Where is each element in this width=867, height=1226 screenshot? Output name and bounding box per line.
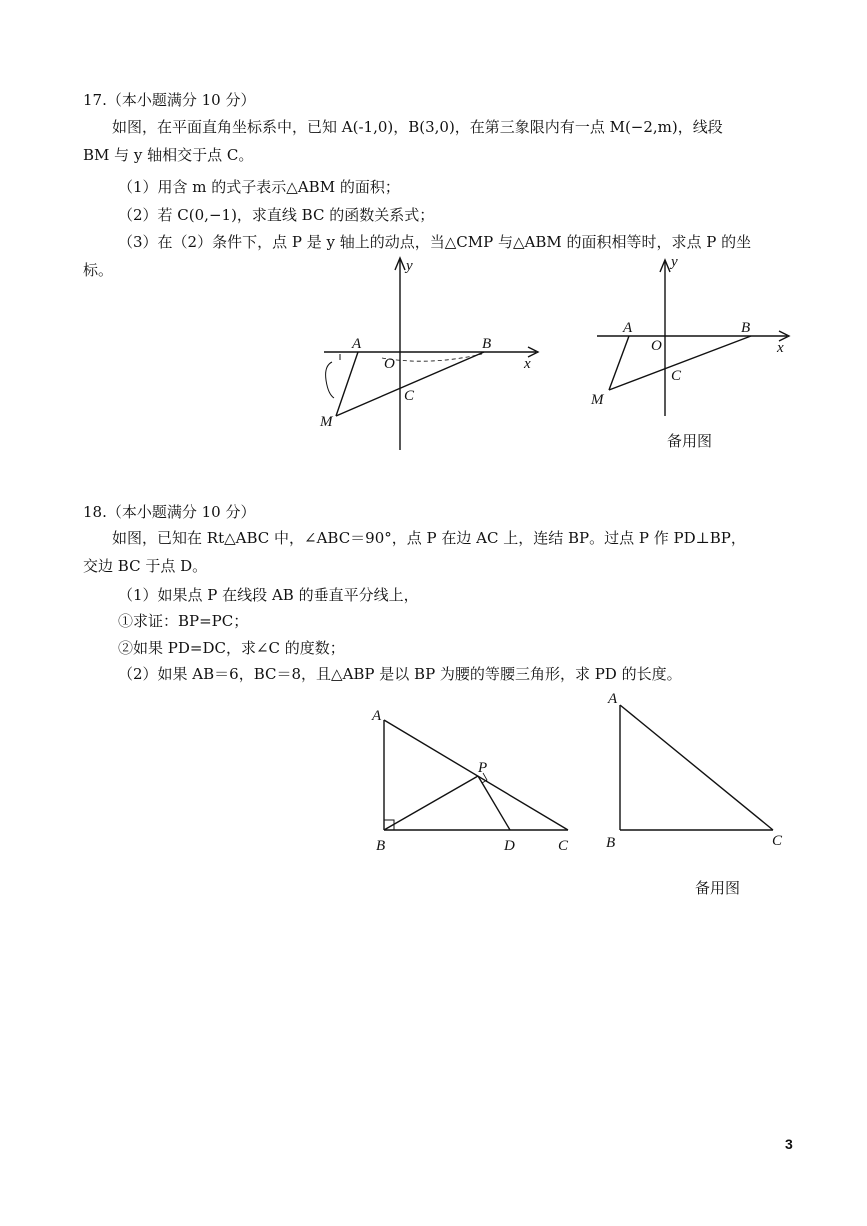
q18-part-1b: ②如果 PD=DC，求∠C 的度数； xyxy=(118,639,345,657)
q18-backup-caption: 备用图 xyxy=(695,879,741,897)
label-C: C xyxy=(772,833,783,849)
label-y: y xyxy=(406,258,413,274)
q17-heading: 17.（本小题满分 10 分） xyxy=(83,91,256,109)
label-B: B xyxy=(606,835,616,851)
q18-backup-figure xyxy=(598,685,798,855)
segment-MB xyxy=(336,352,484,416)
q17-main-figure xyxy=(310,250,550,460)
pencil-mark-left xyxy=(326,354,340,398)
label-A: A xyxy=(623,320,633,336)
q18-part-2: （2）如果 AB＝6，BC＝8，且△ABP 是以 BP 为腰的等腰三角形，求 PD 的长度。 xyxy=(118,665,682,683)
label-O: O xyxy=(651,338,662,354)
label-C: C xyxy=(404,388,415,404)
q18-stem-line-1: 如图，已知在 Rt△ABC 中，∠ABC＝90°，点 P 在边 AC 上，连结 BP。过点 P 作 PD⊥BP， xyxy=(112,529,746,547)
side-AC xyxy=(620,705,773,830)
q18-stem-line-2: 交边 BC 于点 D。 xyxy=(83,557,208,575)
label-y: y xyxy=(671,254,678,270)
label-B: B xyxy=(482,336,492,352)
segment-AM xyxy=(609,336,629,390)
label-x: x xyxy=(524,356,531,372)
q17-part-3-line-2: 标。 xyxy=(83,261,114,279)
pencil-mark-dashed xyxy=(382,354,482,361)
q17-backup-figure xyxy=(585,250,805,425)
label-A: A xyxy=(372,708,382,724)
q17-backup-caption: 备用图 xyxy=(667,432,713,450)
label-D: D xyxy=(504,838,515,854)
label-O: O xyxy=(384,356,395,372)
q17-stem-line-2: BM 与 y 轴相交于点 C。 xyxy=(83,146,254,164)
q18-main-figure xyxy=(360,700,590,865)
label-M: M xyxy=(591,392,604,408)
label-A: A xyxy=(352,336,362,352)
label-x: x xyxy=(777,340,784,356)
q18-heading: 18.（本小题满分 10 分） xyxy=(83,503,256,521)
q17-stem-line-1: 如图，在平面直角坐标系中，已知 A(-1,0)，B(3,0)，在第三象限内有一点 M(−2,m)，线段 xyxy=(112,118,723,136)
label-P: P xyxy=(478,760,488,776)
page-number: 3 xyxy=(785,1136,793,1152)
label-C: C xyxy=(671,368,682,384)
label-B: B xyxy=(376,838,386,854)
segment-PD xyxy=(478,776,510,830)
q17-part-2: （2）若 C(0,−1)，求直线 BC 的函数关系式； xyxy=(118,206,435,224)
label-A: A xyxy=(608,691,618,707)
q17-part-3-line-1: （3）在（2）条件下，点 P 是 y 轴上的动点，当△CMP 与△ABM 的面积相等时，求点 P 的坐 xyxy=(118,233,752,251)
q17-part-1: （1）用含 m 的式子表示△ABM 的面积； xyxy=(118,178,400,196)
q18-part-1a: ①求证：BP=PC； xyxy=(118,612,249,630)
label-B: B xyxy=(741,320,751,336)
segment-BP xyxy=(384,776,478,830)
q18-part-1: （1）如果点 P 在线段 AB 的垂直平分线上， xyxy=(118,586,419,604)
label-M: M xyxy=(320,414,333,430)
segment-AM xyxy=(336,352,358,416)
label-C: C xyxy=(558,838,569,854)
